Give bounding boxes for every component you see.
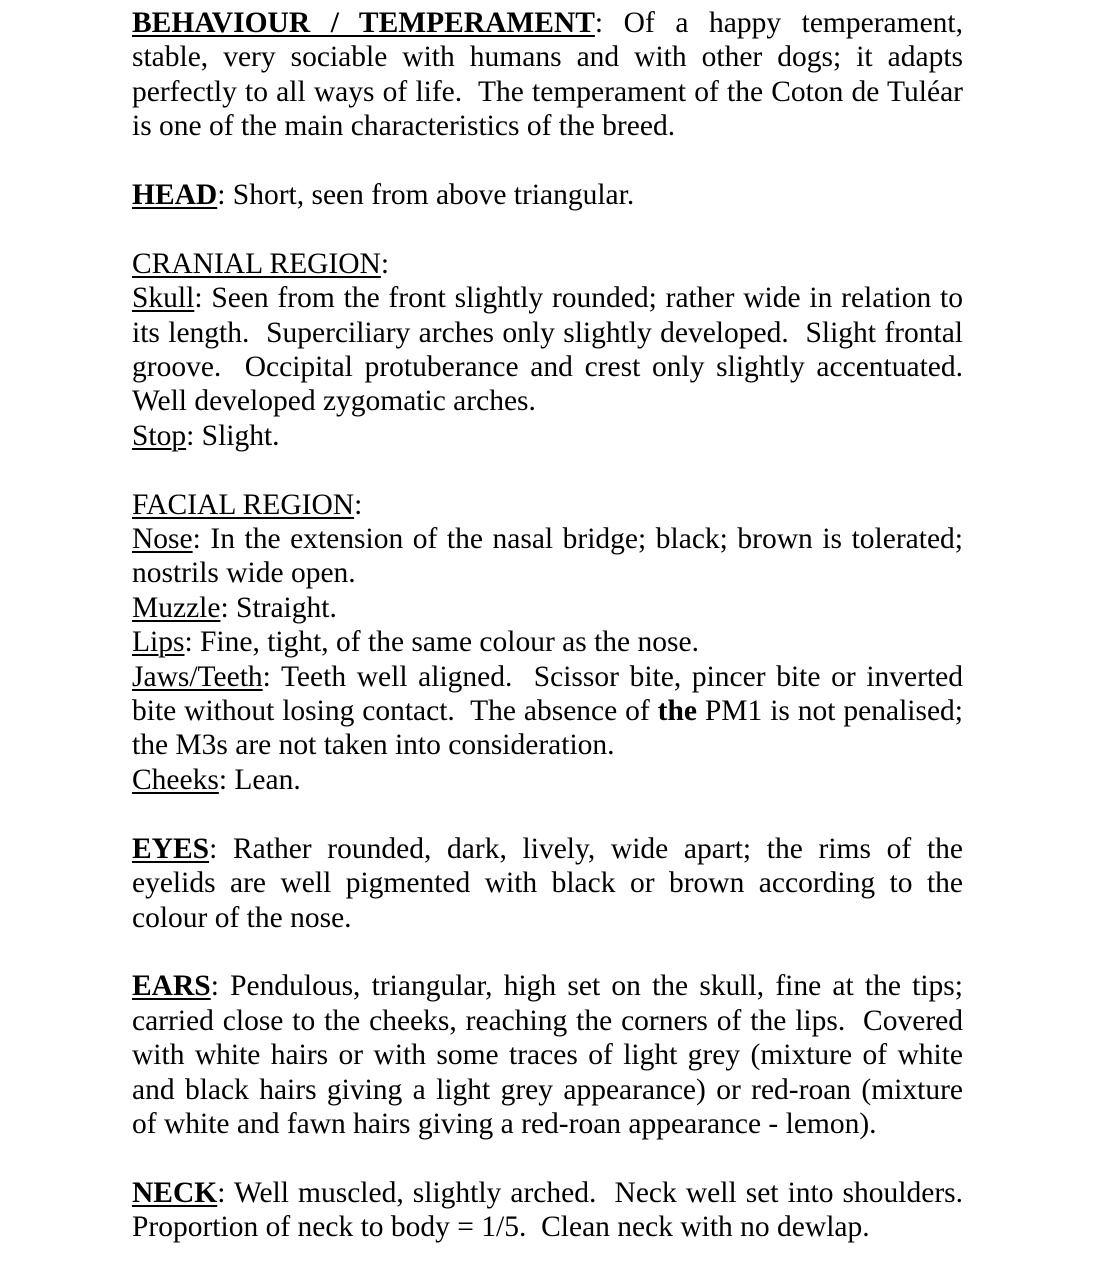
text-run: : Rather rounded, dark, lively, wide apart; the rims of the eyelids are well pigmented with black or brown according to the colour of the nose. bbox=[132, 832, 963, 934]
text-block bbox=[132, 1176, 963, 1245]
text-block bbox=[132, 969, 963, 1141]
text-run: : In the extension of the nasal bridge; black; brown is tolerated; nostrils wide open. bbox=[132, 523, 963, 590]
text-run: : Well muscled, slightly arched. Neck well set into shoulders. Proportion of neck to body = 1/5. Clean neck with no dewlap. bbox=[132, 1176, 963, 1244]
text-run: : Short, seen from above triangular. bbox=[217, 179, 635, 212]
subheading-lips: Lips bbox=[132, 626, 185, 659]
text-run: : Slight. bbox=[186, 419, 280, 452]
heading-eyes: EYES bbox=[132, 832, 210, 865]
paragraph bbox=[132, 625, 963, 659]
text-run: : Seen from the front slightly rounded; rather wide in relation to its length. Superciliary arches only slightly developed. Slight frontal groove. Occipital protuberance and crest only slightly accentuated. Well developed zygomatic arches. bbox=[132, 282, 963, 418]
heading-cranial-region: CRANIAL REGION bbox=[132, 247, 381, 280]
subheading-jaws-teeth: Jaws/Teeth bbox=[132, 660, 263, 693]
text-block bbox=[132, 488, 963, 798]
text-run: : bbox=[380, 247, 390, 280]
subheading-stop: Stop bbox=[132, 419, 187, 452]
text-block bbox=[132, 6, 963, 144]
text-block bbox=[132, 247, 963, 453]
subheading-nose: Nose bbox=[132, 523, 193, 556]
text-run: : bbox=[354, 488, 363, 521]
text-run: PM1 is not penalised; the M3s are not taken into consideration. bbox=[132, 695, 963, 762]
paragraph bbox=[132, 178, 963, 212]
paragraph bbox=[132, 247, 963, 281]
text-run: : Fine, tight, of the same colour as the nose. bbox=[184, 626, 699, 659]
paragraph bbox=[132, 488, 963, 522]
paragraph bbox=[132, 522, 963, 591]
paragraph bbox=[132, 591, 963, 625]
subheading-muzzle: Muzzle bbox=[132, 591, 221, 624]
paragraph bbox=[132, 969, 963, 1141]
heading-neck: NECK bbox=[132, 1176, 218, 1209]
paragraph bbox=[132, 6, 963, 144]
text-run: : Pendulous, triangular, high set on the skull, fine at the tips; carried close to the cheeks, reaching the corners of the lips. Covered with white hairs or with some traces of light grey (mixture of white and black hairs giving a light grey appearance) or red-roan (mixture of white and fawn hairs giving a red-roan appearance - lemon). bbox=[132, 970, 963, 1140]
heading-head: HEAD bbox=[132, 179, 218, 212]
subheading-skull: Skull bbox=[132, 282, 195, 315]
paragraph bbox=[132, 419, 963, 453]
text-run: : Straight. bbox=[220, 591, 337, 624]
text-run: : Teeth well aligned. Scissor bite, pincer bite or inverted bite without losing contact. The absence of bbox=[132, 660, 963, 728]
paragraph bbox=[132, 763, 963, 797]
paragraph bbox=[132, 281, 963, 419]
text-block bbox=[132, 178, 963, 212]
paragraph bbox=[132, 1176, 963, 1245]
bold-word-the: the bbox=[657, 695, 697, 728]
text-run: : Lean. bbox=[218, 763, 301, 796]
text-run: : Of a happy temperament, stable, very sociable with humans and with other dogs; it adapts perfectly to all ways of life. The temperament of the Coton de Tuléar is one of the main characteristics of the breed. bbox=[132, 7, 963, 143]
subheading-cheeks: Cheeks bbox=[132, 763, 219, 796]
text-block bbox=[132, 832, 963, 935]
heading-facial-region: FACIAL REGION bbox=[132, 488, 355, 521]
paragraph bbox=[132, 660, 963, 763]
heading-behaviour-temperament: BEHAVIOUR / TEMPERAMENT bbox=[132, 7, 595, 39]
paragraph bbox=[132, 832, 963, 935]
heading-ears: EARS bbox=[132, 970, 211, 1003]
